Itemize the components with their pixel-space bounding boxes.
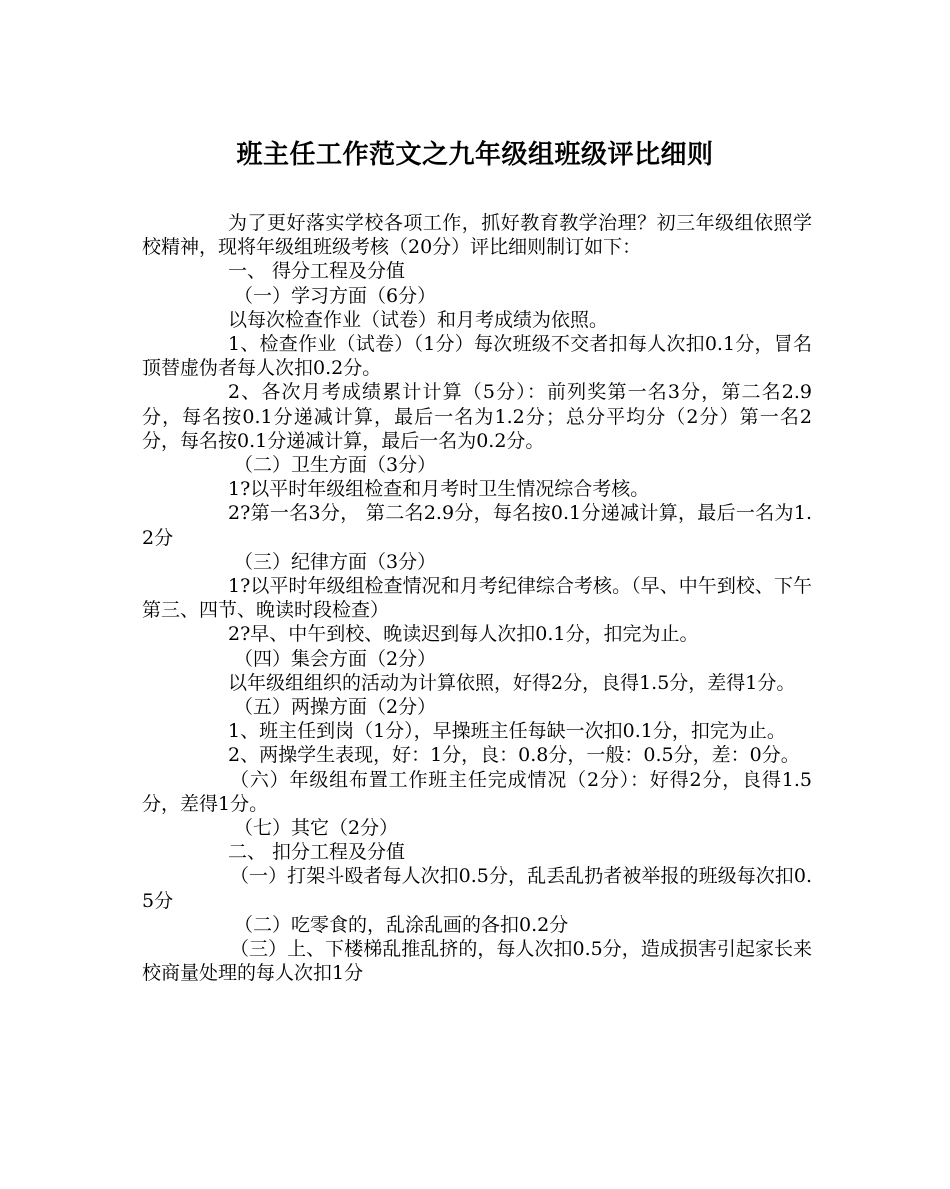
subsection-heading: （五）两操方面（2分） [234,696,437,719]
paragraph: 2?第一名3分， 第二名2.9分，每名按0.1分递减计算，最后一名为1.2分 [142,502,812,549]
subsection-heading: （二）吃零食的，乱涂乱画的各扣0.2分 [234,913,569,936]
subsection-heading: （七）其它（2分） [234,817,399,840]
paragraph: 1、班主任到岗（1分），早操班主任每缺一次扣0.1分，扣完为止。 [228,720,786,743]
subsection-heading: （三）纪律方面（3分） [234,550,437,573]
document-title: 班主任工作范文之九年级组班级评比细则 [236,140,714,170]
paragraph: 1?以平时年级组检查和月考时卫生情况综合考核。 [228,478,650,501]
subsection-paragraph: （六）年级组布置工作班主任完成情况（2分）：好得2分，良得1.5分，差得1分。 [142,768,812,815]
subsection-heading: （二）卫生方面（3分） [234,454,437,477]
section-heading: 一、 得分工程及分值 [228,260,406,283]
subsection-heading: （一）学习方面（6分） [234,284,437,307]
paragraph: 1、检查作业（试卷）（1分）每次班级不交者扣每人次扣0.1分，冒名顶替虚伪者每人次扣0.2分。 [142,333,812,380]
document-body [142,211,812,986]
paragraph: 以年级组组织的活动为计算依照，好得2分，良得1.5分，差得1分。 [228,671,796,694]
paragraph: 2?早、中午到校、晚读迟到每人次扣0.1分，扣完为止。 [228,623,699,646]
paragraph: 为了更好落实学校各项工作，抓好教育教学治理？初三年级组依照学校精神，现将年级组班级考核（20分）评比细则制订如下： [142,212,812,259]
paragraph: 以每次检查作业（试卷）和月考成绩为依照。 [228,308,609,331]
section-heading: 二、 扣分工程及分值 [228,841,406,864]
subsection-paragraph: （一）打架斗殴者每人次扣0.5分，乱丢乱扔者被举报的班级每次扣0.5分 [142,865,812,912]
subsection-paragraph: （三）上、下楼梯乱推乱挤的，每人次扣0.5分，造成损害引起家长来校商量处理的每人次扣1分 [142,938,812,985]
paragraph: 2、两操学生表现，好：1分，良：0.8分，一般：0.5分，差：0分。 [228,744,800,767]
subsection-heading: （四）集会方面（2分） [234,647,437,670]
paragraph: 1?以平时年级组检查情况和月考纪律综合考核。（早、中午到校、下午第三、四节、晚读时段检查） [142,575,812,622]
paragraph: 2、各次月考成绩累计计算（5分）：前列奖第一名3分，第二名2.9分，每名按0.1分递减计算，最后一名为1.2分；总分平均分（2分）第一名2分，每名按0.1分递减计算，最后一名为0.2分。 [142,381,812,452]
